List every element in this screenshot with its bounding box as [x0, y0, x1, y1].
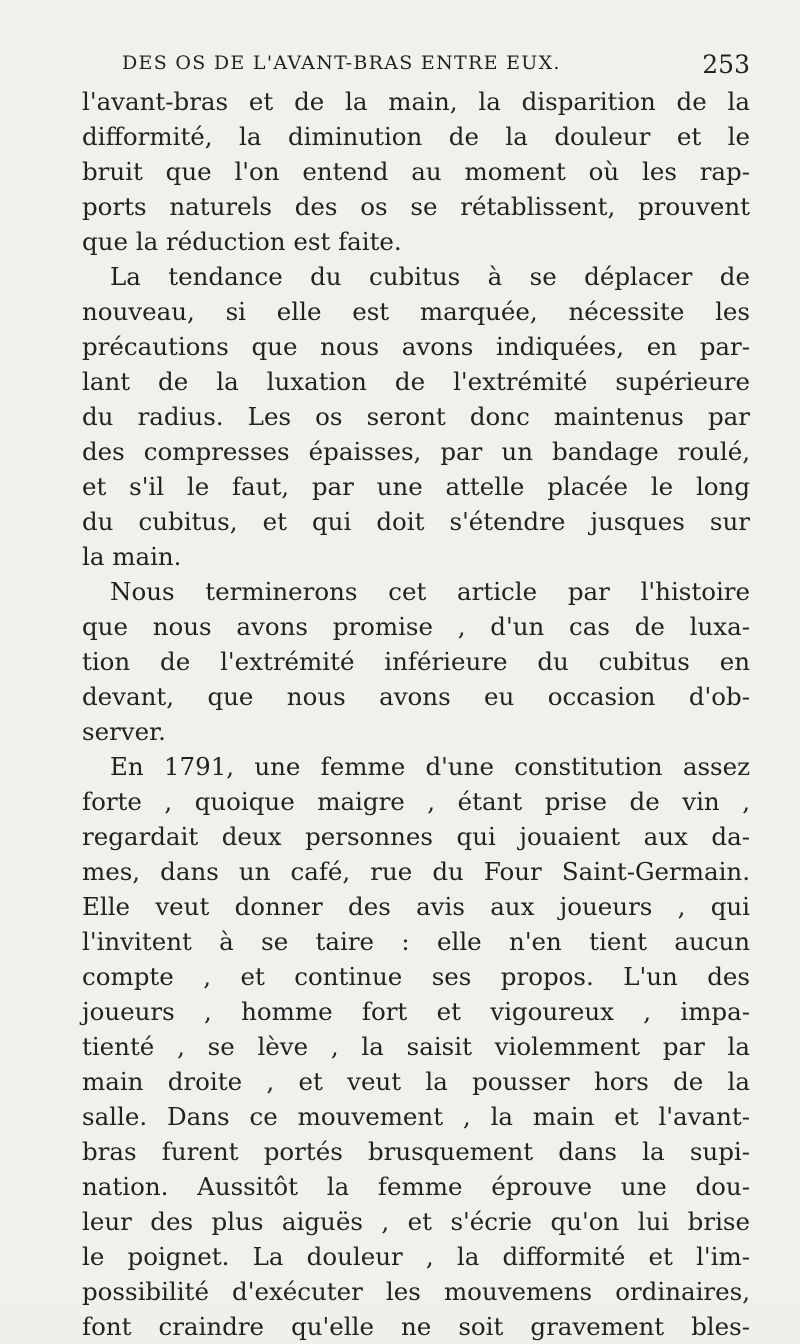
page-body	[82, 84, 750, 1344]
text-line: difformité, la diminution de la douleur et le	[82, 122, 750, 151]
text-line: l'avant-bras et de la main, la disparition de la	[82, 87, 750, 116]
text-line: font craindre qu'elle ne soit gravement bles-	[82, 1312, 750, 1341]
text-line: précautions que nous avons indiquées, en par-	[82, 332, 750, 361]
text-line: regardait deux personnes qui jouaient aux da-	[82, 822, 750, 851]
text-line: du radius. Les os seront donc maintenus par	[82, 402, 750, 431]
text-line: mes, dans un café, rue du Four Saint-Germain.	[82, 857, 750, 886]
text-line: possibilité d'exécuter les mouvemens ordinaires,	[82, 1277, 750, 1306]
text-line: nouveau, si elle est marquée, nécessite les	[82, 297, 750, 326]
paragraph-start-line: Nous terminerons cet article par l'histoire	[110, 577, 750, 606]
text-line: que la réduction est faite.	[82, 227, 402, 256]
page-header	[70, 50, 750, 86]
running-head: DES OS DE L'AVANT-BRAS ENTRE EUX.	[122, 52, 561, 74]
text-line: main droite , et veut la pousser hors de la	[82, 1067, 750, 1096]
text-line: bras furent portés brusquement dans la supi-	[82, 1137, 750, 1166]
text-line: Elle veut donner des avis aux joueurs , qui	[82, 892, 750, 921]
text-line: compte , et continue ses propos. L'un des	[82, 962, 750, 991]
text-line: l'invitent à se taire : elle n'en tient aucun	[82, 927, 750, 956]
text-line: server.	[82, 717, 166, 746]
paragraph-start-line: La tendance du cubitus à se déplacer de	[110, 262, 750, 291]
text-line: tion de l'extrémité inférieure du cubitus en	[82, 647, 750, 676]
text-line: nation. Aussitôt la femme éprouve une dou-	[82, 1172, 750, 1201]
text-line: ports naturels des os se rétablissent, prouvent	[82, 192, 750, 221]
text-line: forte , quoique maigre , étant prise de vin ,	[82, 787, 750, 816]
text-line: devant, que nous avons eu occasion d'ob-	[82, 682, 750, 711]
text-line: des compresses épaisses, par un bandage roulé,	[82, 437, 750, 466]
page-number: 253	[702, 50, 750, 79]
text-line: lant de la luxation de l'extrémité supérieure	[82, 367, 750, 396]
text-line: joueurs , homme fort et vigoureux , impa-	[82, 997, 750, 1026]
text-line: et s'il le faut, par une attelle placée le long	[82, 472, 750, 501]
text-line: salle. Dans ce mouvement , la main et l'avant-	[82, 1102, 750, 1131]
text-line: que nous avons promise , d'un cas de luxa-	[82, 612, 750, 641]
text-line: du cubitus, et qui doit s'étendre jusques sur	[82, 507, 750, 536]
text-line: bruit que l'on entend au moment où les rap-	[82, 157, 750, 186]
text-line: leur des plus aiguës , et s'écrie qu'on lui brise	[82, 1207, 750, 1236]
paragraph-start-line: En 1791, une femme d'une constitution assez	[110, 752, 750, 781]
text-line: le poignet. La douleur , la difformité et l'im-	[82, 1242, 750, 1271]
text-line: la main.	[82, 542, 182, 571]
text-line: tienté , se lève , la saisit violemment par la	[82, 1032, 750, 1061]
